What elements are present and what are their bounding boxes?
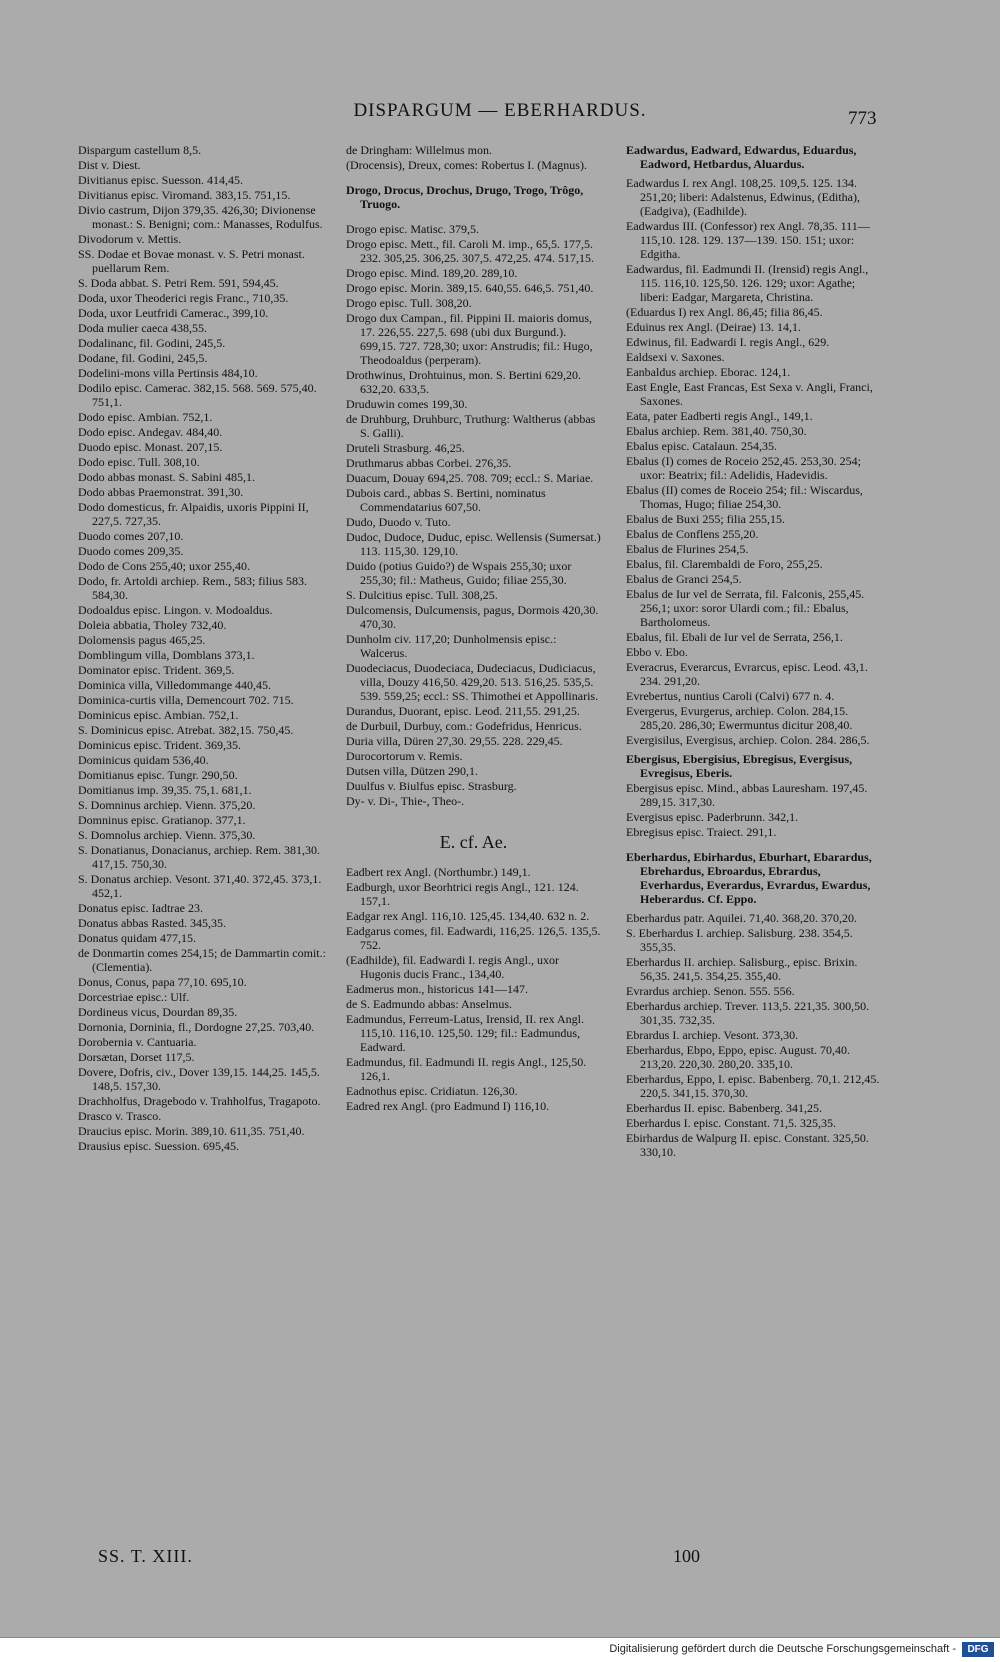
index-entry: Eadmundus, fil. Eadmundi II. regis Angl., 125,50. 126,1. (346, 1055, 587, 1083)
index-entry: Dorcestriae episc.: Ulf. (78, 990, 190, 1004)
index-entry: Donus, Conus, papa 77,10. 695,10. (78, 975, 247, 989)
index-entry: Ebalus (I) comes de Roceio 252,45. 253,30. 254; uxor: Beatrix; fil.: Adelidis, Hadevidis. (626, 454, 861, 482)
page-number: 773 (848, 108, 877, 129)
index-entry: Divio castrum, Dijon 379,35. 426,30; Divionense monast.: S. Benigni; com.: Manasses, Rodulfus. (78, 203, 323, 231)
index-entry: Durandus, Duorant, episc. Leod. 211,55. 291,25. (346, 704, 580, 718)
index-entry: Domitianus imp. 39,35. 75,1. 681,1. (78, 783, 252, 797)
index-entry: S. Dulcitius episc. Tull. 308,25. (346, 588, 498, 602)
index-entry: Ebalus de Iur vel de Serrata, fil. Falconis, 255,45. 256,1; uxor: soror Ulardi com.; fil.: Ebalus, Bartholomeus. (626, 587, 865, 629)
index-entry: Divitianus episc. Suesson. 414,45. (78, 173, 243, 187)
index-entry: de Donmartin comes 254,15; de Dammartin comit.: (Clementia). (78, 946, 326, 974)
dfg-logo: DFG (962, 1642, 994, 1657)
index-entry: Druthmarus abbas Corbei. 276,35. (346, 456, 512, 470)
index-entry: Evergisus episc. Paderbrunn. 342,1. (626, 810, 799, 824)
index-entry: Duacum, Douay 694,25. 708. 709; eccl.: S. Mariae. (346, 471, 594, 485)
index-entry: Dodo, fr. Artoldi archiep. Rem., 583; filius 583. 584,30. (78, 574, 307, 602)
index-entry: SS. Dodae et Bovae monast. v. S. Petri monast. puellarum Rem. (78, 247, 305, 275)
index-entry: Eadgar rex Angl. 116,10. 125,45. 134,40. 632 n. 2. (346, 909, 590, 923)
index-entry: Eberhardus, Eppo, I. episc. Babenberg. 70,1. 212,45. 220,5. 341,15. 370,30. (626, 1072, 880, 1100)
index-entry: Drogo episc. Tull. 308,20. (346, 296, 472, 310)
index-entry: Dispargum castellum 8,5. (78, 143, 202, 157)
index-entry: Divodorum v. Mettis. (78, 232, 182, 246)
index-entry: Dominicus episc. Ambian. 752,1. (78, 708, 239, 722)
index-entry: S. Donatus archiep. Vesont. 371,40. 372,45. 373,1. 452,1. (78, 872, 322, 900)
index-entry: S. Doda abbat. S. Petri Rem. 591, 594,45. (78, 276, 279, 290)
lemma-heading-drogo: Drogo, Drocus, Drochus, Drugo, Trogo, Trôgo, Truogo. (346, 183, 584, 211)
index-entry: Domninus episc. Gratianop. 377,1. (78, 813, 246, 827)
index-entry: Dy- v. Di-, Thie-, Theo-. (346, 794, 465, 808)
index-entry: S. Eberhardus I. archiep. Salisburg. 238. 354,5. 355,35. (626, 926, 853, 954)
index-entry: Domblingum villa, Domblans 373,1. (78, 648, 255, 662)
index-entry: Duodo comes 207,10. (78, 529, 184, 543)
index-entry: Dodo domesticus, fr. Alpaidis, uxoris Pippini II, 227,5. 727,35. (78, 500, 309, 528)
lemma-heading-ebergisus: Ebergisus, Ebergisius, Ebregisus, Evergisus, Evregisus, Eberis. (626, 752, 853, 780)
index-entry: Dodo abbas Praemonstrat. 391,30. (78, 485, 244, 499)
sheet-number: 100 (673, 1546, 700, 1566)
index-entry: Dutsen villa, Dützen 290,1. (346, 764, 478, 778)
index-entry: Eanbaldus archiep. Eborac. 124,1. (626, 365, 791, 379)
index-entry: Eadnothus episc. Cridiatun. 126,30. (346, 1084, 518, 1098)
index-entry: Eduinus rex Angl. (Deirae) 13. 14,1. (626, 320, 801, 334)
index-entry: Drogo episc. Matisc. 379,5. (346, 222, 479, 236)
index-column-3 (626, 143, 886, 1160)
index-entry: Drogo dux Campan., fil. Pippini II. maioris domus, 17. 226,55. 227,5. 698 (ubi dux Burgund.). 699,15. 727. 728,30; uxor: Anstrudis; fil.: Hugo, Theodoaldus (perperam). (346, 311, 593, 367)
index-entry: Ebalus de Conflens 255,20. (626, 527, 759, 541)
index-entry: Duodo episc. Monast. 207,15. (78, 440, 223, 454)
index-entry: Drothwinus, Drohtuinus, mon. S. Bertini 629,20. 632,20. 633,5. (346, 368, 582, 396)
index-entry: Doda, uxor Leutfridi Camerac., 399,10. (78, 306, 269, 320)
index-entry: Ebbo v. Ebo. (626, 645, 688, 659)
index-entry: Evrardus archiep. Senon. 555. 556. (626, 984, 795, 998)
index-entry: Dodelini-mons villa Pertinsis 484,10. (78, 366, 258, 380)
index-entry: Eadwardus I. rex Angl. 108,25. 109,5. 125. 134. 251,20; liberi: Adalstenus, Edwinus, (Editha), (Eadgiva), (Eadhilde). (626, 176, 860, 218)
index-entry: Drogo episc. Morin. 389,15. 640,55. 646,5. 751,40. (346, 281, 594, 295)
funding-note: Digitalisierung gefördert durch die Deutsche Forschungsgemeinschaft - (609, 1643, 956, 1655)
index-entry: Eberhardus I. episc. Constant. 71,5. 325,35. (626, 1116, 836, 1130)
index-entry: Doda, uxor Theoderici regis Franc., 710,35. (78, 291, 289, 305)
index-entry: Dominicus episc. Trident. 369,35. (78, 738, 242, 752)
index-entry: Drogo episc. Mind. 189,20. 289,10. (346, 266, 518, 280)
index-entry: de Druhburg, Druhburc, Truthurg: Waltherus (abbas S. Galli). (346, 412, 596, 440)
index-entry: Eadgarus comes, fil. Eadwardi, 116,25. 126,5. 135,5. 752. (346, 924, 601, 952)
index-entry: Doda mulier caeca 438,55. (78, 321, 207, 335)
index-entry: Dolomensis pagus 465,25. (78, 633, 206, 647)
index-entry: Dornonia, Dorninia, fl., Dordogne 27,25. 703,40. (78, 1020, 315, 1034)
index-entry: Domitianus episc. Tungr. 290,50. (78, 768, 238, 782)
index-entry: Dist v. Diest. (78, 158, 141, 172)
index-entry: de S. Eadmundo abbas: Anselmus. (346, 997, 512, 1011)
index-entry: Ebrardus I. archiep. Vesont. 373,30. (626, 1028, 799, 1042)
index-entry: Dominica-curtis villa, Demencourt 702. 715. (78, 693, 294, 707)
index-entry: Drasco v. Trasco. (78, 1109, 162, 1123)
index-entry: Dodilo episc. Camerac. 382,15. 568. 569. 575,40. 751,1. (78, 381, 317, 409)
index-entry: Eadred rex Angl. (pro Eadmund I) 116,10. (346, 1099, 550, 1113)
index-column-1 (78, 143, 333, 1154)
index-entry: Ebalus de Flurines 254,5. (626, 542, 749, 556)
lemma-heading-eberhardus: Eberhardus, Ebirhardus, Eburhart, Ebarardus, Ebrehardus, Ebroardus, Ebrardus, Everhardus, Everardus, Evrardus, Ewardus, Heberardus. Cf. Eppo. (626, 850, 872, 906)
index-entry: Dominicus quidam 536,40. (78, 753, 209, 767)
index-entry: Eadwardus, fil. Eadmundi II. (Irensid) regis Angl., 115. 116,10. 125,50. 126. 129; uxor: Agathe; liberi: Eadgar, Margareta, Christina. (626, 262, 869, 304)
index-entry: Eberhardus, Ebpo, Eppo, episc. August. 70,40. 213,20. 220,30. 280,20. 335,10. (626, 1043, 850, 1071)
index-entry: Dodo episc. Andegav. 484,40. (78, 425, 223, 439)
volume-signature: SS. T. XIII. (98, 1546, 193, 1566)
lemma-heading-eadwardus: Eadwardus, Eadward, Edwardus, Eduardus, Eadword, Hetbardus, Aluardus. (626, 143, 857, 171)
index-entry: Eadmerus mon., historicus 141—147. (346, 982, 528, 996)
index-entry: Drausius episc. Suession. 695,45. (78, 1139, 239, 1153)
index-entry: Drogo episc. Mett., fil. Caroli M. imp., 65,5. 177,5. 232. 305,25. 306,25. 307,5. 472,25. 474. 517,15. (346, 237, 594, 265)
funding-footer (0, 1637, 1000, 1662)
index-entry: Druteli Strasburg. 46,25. (346, 441, 465, 455)
index-entry: Dorsætan, Dorset 117,5. (78, 1050, 195, 1064)
index-entry: Ebergisus episc. Mind., abbas Lauresham. 197,45. 289,15. 317,30. (626, 781, 868, 809)
index-entry: Eberhardus II. episc. Babenberg. 341,25. (626, 1101, 823, 1115)
index-entry: Duodo comes 209,35. (78, 544, 184, 558)
index-entry: Dodane, fil. Godini, 245,5. (78, 351, 208, 365)
index-entry: S. Dominicus episc. Atrebat. 382,15. 750,45. (78, 723, 294, 737)
index-entry: Eadwardus III. (Confessor) rex Angl. 78,35. 111—115,10. 128. 129. 137—139. 150. 151; uxor: Edgitha. (626, 219, 870, 261)
index-entry: Ebalus de Buxi 255; filia 255,15. (626, 512, 785, 526)
index-entry: Durocortorum v. Remis. (346, 749, 463, 763)
index-entry: Dodo de Cons 255,40; uxor 255,40. (78, 559, 250, 573)
index-entry: Donatus quidam 477,15. (78, 931, 196, 945)
index-entry: Dubois card., abbas S. Bertini, nominatus Commendatarius 607,50. (346, 486, 546, 514)
index-entry: Dudoc, Dudoce, Duduc, episc. Wellensis (Sumersat.) 113. 115,30. 129,10. (346, 530, 601, 558)
index-entry: Eadburgh, uxor Beorhtrici regis Angl., 121. 124. 157,1. (346, 880, 579, 908)
index-entry: de Dringham: Willelmus mon. (346, 143, 492, 157)
index-entry: Eadbert rex Angl. (Northumbr.) 149,1. (346, 865, 531, 879)
index-entry: Dordineus vicus, Dourdan 89,35. (78, 1005, 238, 1019)
index-entry: Dodoaldus episc. Lingon. v. Modoaldus. (78, 603, 273, 617)
index-entry: Drachholfus, Dragebodo v. Trahholfus, Tragapoto. (78, 1094, 321, 1108)
index-entry: Ebalus, fil. Clarembaldi de Foro, 255,25. (626, 557, 823, 571)
index-entry: Druduwin comes 199,30. (346, 397, 468, 411)
index-entry: Ebalus de Granci 254,5. (626, 572, 742, 586)
index-entry: Ealdsexi v. Saxones. (626, 350, 725, 364)
index-entry: Duria villa, Düren 27,30. 29,55. 228. 229,45. (346, 734, 563, 748)
index-entry: Duulfus v. Biulfus episc. Strasburg. (346, 779, 517, 793)
index-entry: Edwinus, fil. Eadwardi I. regis Angl., 629. (626, 335, 830, 349)
index-entry: Evergisilus, Evergisus, archiep. Colon. 284. 286,5. (626, 733, 870, 747)
index-entry: S. Domninus archiep. Vienn. 375,20. (78, 798, 256, 812)
index-entry: Dulcomensis, Dulcumensis, pagus, Dormois 420,30. 470,30. (346, 603, 599, 631)
index-entry: Donatus abbas Rasted. 345,35. (78, 916, 226, 930)
index-entry: de Durbuil, Durbuy, com.: Godefridus, Henricus. (346, 719, 582, 733)
index-entry: Ebirhardus de Walpurg II. episc. Constant. 325,50. 330,10. (626, 1131, 869, 1159)
index-entry: Eberhardus patr. Aquilei. 71,40. 368,20. 370,20. (626, 911, 857, 925)
index-entry: Eata, pater Eadberti regis Angl., 149,1. (626, 409, 813, 423)
index-entry: Dodo abbas monast. S. Sabini 485,1. (78, 470, 255, 484)
index-entry: Duido (potius Guido?) de Wspais 255,30; uxor 255,30; fil.: Matheus, Guido; filiae 255,30. (346, 559, 572, 587)
index-entry: Dovere, Dofris, civ., Dover 139,15. 144,25. 145,5. 148,5. 157,30. (78, 1065, 320, 1093)
index-entry: Dudo, Duodo v. Tuto. (346, 515, 451, 529)
index-entry: Dodalinanc, fil. Godini, 245,5. (78, 336, 226, 350)
index-entry: Doleia abbatia, Tholey 732,40. (78, 618, 227, 632)
section-heading-e: E. cf. Ae. (439, 832, 508, 852)
index-entry: Dominator episc. Trident. 369,5. (78, 663, 235, 677)
index-entry: Dominica villa, Villedommange 440,45. (78, 678, 272, 692)
index-entry: S. Domnolus archiep. Vienn. 375,30. (78, 828, 256, 842)
index-entry: Eadmundus, Ferreum-Latus, Irensid, II. rex Angl. 115,10. 116,10. 125,50. 129; fil.: Eadmundus, Eadward. (346, 1012, 584, 1054)
index-entry: Dodo episc. Ambian. 752,1. (78, 410, 213, 424)
index-column-2 (346, 143, 601, 1114)
index-entry: Evergerus, Evurgerus, archiep. Colon. 284,15. 285,20. 286,30; Ewermuntus dicitur 208,40. (626, 704, 853, 732)
index-entry: Draucius episc. Morin. 389,10. 611,35. 751,40. (78, 1124, 305, 1138)
index-entry: Ebalus (II) comes de Roceio 254; fil.: Wiscardus, Thomas, Hugo; filiae 254,30. (626, 483, 863, 511)
index-entry: Dorobernia v. Cantuaria. (78, 1035, 197, 1049)
index-entry: Everacrus, Everarcus, Evrarcus, episc. Leod. 43,1. 234. 291,20. (626, 660, 868, 688)
index-entry: (Eadhilde), fil. Eadwardi I. regis Angl., uxor Hugonis ducis Franc., 134,40. (346, 953, 559, 981)
index-entry: S. Donatianus, Donacianus, archiep. Rem. 381,30. 417,15. 750,30. (78, 843, 320, 871)
index-entry: Donatus episc. Iadtrae 23. (78, 901, 203, 915)
index-entry: Ebalus archiep. Rem. 381,40. 750,30. (626, 424, 807, 438)
index-entry: Eberhardus archiep. Trever. 113,5. 221,35. 300,50. 301,35. 732,35. (626, 999, 870, 1027)
index-entry: Duodeciacus, Duodeciaca, Dudeciacus, Dudiciacus, villa, Douzy 416,50. 429,20. 513. 516,25. 535,5. 539. 559,25; eccl.: SS. Thimothei et Appollinaris. (346, 661, 599, 703)
index-entry: East Engle, East Francas, Est Sexa v. Angli, Franci, Saxones. (626, 380, 873, 408)
index-entry: Dunholm civ. 117,20; Dunholmensis episc.: Walcerus. (346, 632, 557, 660)
index-entry: (Eduardus I) rex Angl. 86,45; filia 86,45. (626, 305, 823, 319)
index-entry: Eberhardus II. archiep. Salisburg., episc. Brixin. 56,35. 241,5. 354,25. 355,40. (626, 955, 858, 983)
index-entry: (Drocensis), Dreux, comes: Robertus I. (Magnus). (346, 158, 587, 172)
index-entry: Ebalus episc. Catalaun. 254,35. (626, 439, 777, 453)
index-entry: Evrebertus, nuntius Caroli (Calvi) 677 n. 4. (626, 689, 835, 703)
index-entry: Divitianus episc. Viromand. 383,15. 751,15. (78, 188, 291, 202)
index-entry: Ebregisus episc. Traiect. 291,1. (626, 825, 777, 839)
index-entry: Ebalus, fil. Ebali de Iur vel de Serrata, 256,1. (626, 630, 843, 644)
page-header-title: DISPARGUM — EBERHARDUS. (353, 100, 647, 121)
index-entry: Dodo episc. Tull. 308,10. (78, 455, 200, 469)
